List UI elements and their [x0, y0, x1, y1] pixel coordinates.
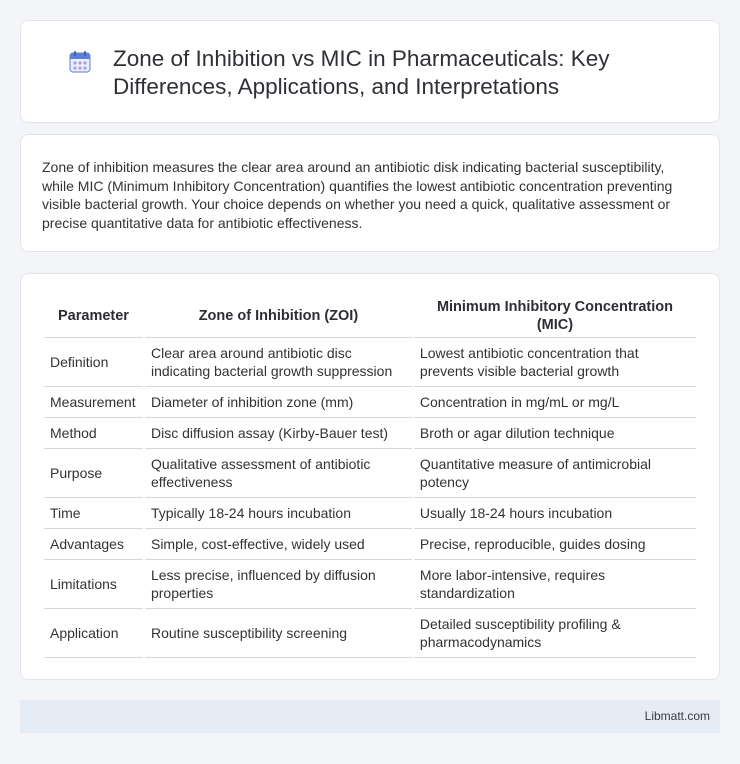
row-mic: Precise, reproducible, guides dosing — [414, 529, 696, 560]
table-row — [44, 449, 696, 498]
row-zoi: Typically 18-24 hours incubation — [145, 498, 412, 529]
row-mic: Usually 18-24 hours incubation — [414, 498, 696, 529]
row-mic: Lowest antibiotic concentration that prevents visible bacterial growth — [414, 338, 696, 387]
row-mic: Detailed susceptibility profiling & pharmacodynamics — [414, 609, 696, 658]
table-header-row — [44, 295, 696, 338]
table-row — [44, 338, 696, 387]
row-parameter: Measurement — [44, 387, 143, 418]
table-row — [44, 529, 696, 560]
row-zoi: Disc diffusion assay (Kirby-Bauer test) — [145, 418, 412, 449]
footer-site-link[interactable]: Libmatt.com — [644, 709, 710, 723]
table-row — [44, 560, 696, 609]
row-mic: Concentration in mg/mL or mg/L — [414, 387, 696, 418]
header-mic: Minimum Inhibitory Concentration (MIC) — [414, 295, 696, 338]
row-parameter: Time — [44, 498, 143, 529]
header-parameter: Parameter — [44, 295, 143, 338]
row-zoi: Routine susceptibility screening — [145, 609, 412, 658]
row-zoi: Less precise, influenced by diffusion properties — [145, 560, 412, 609]
title-card — [20, 20, 720, 123]
intro-paragraph: Zone of inhibition measures the clear area around an antibiotic disk indicating bacterial susceptibility, while MIC (Minimum Inhibitory Concentration) quantifies the lowest antibiotic concentration preventing visible bacterial growth. Your choice depends on whether you need a quick, qualitative assessment or precise quantitative data for antibiotic effectiveness. — [42, 159, 673, 231]
calendar-icon — [67, 49, 93, 75]
row-parameter: Advantages — [44, 529, 143, 560]
intro-card — [20, 134, 720, 252]
row-zoi: Diameter of inhibition zone (mm) — [145, 387, 412, 418]
table-row — [44, 418, 696, 449]
row-parameter: Application — [44, 609, 143, 658]
comparison-card — [20, 273, 720, 680]
footer-bar — [20, 700, 720, 733]
row-zoi: Qualitative assessment of antibiotic effectiveness — [145, 449, 412, 498]
page-title: Zone of Inhibition vs MIC in Pharmaceuticals: Key Differences, Applications, and Interpretations — [113, 46, 610, 99]
row-parameter: Purpose — [44, 449, 143, 498]
row-mic: Quantitative measure of antimicrobial potency — [414, 449, 696, 498]
comparison-table — [42, 295, 698, 658]
row-parameter: Method — [44, 418, 143, 449]
row-zoi: Simple, cost-effective, widely used — [145, 529, 412, 560]
table-row — [44, 609, 696, 658]
table-row — [44, 498, 696, 529]
row-mic: More labor-intensive, requires standardization — [414, 560, 696, 609]
row-mic: Broth or agar dilution technique — [414, 418, 696, 449]
row-parameter: Limitations — [44, 560, 143, 609]
header-zoi: Zone of Inhibition (ZOI) — [145, 295, 412, 338]
table-row — [44, 387, 696, 418]
row-parameter: Definition — [44, 338, 143, 387]
title-wrap — [21, 45, 719, 101]
row-zoi: Clear area around antibiotic disc indicating bacterial growth suppression — [145, 338, 412, 387]
